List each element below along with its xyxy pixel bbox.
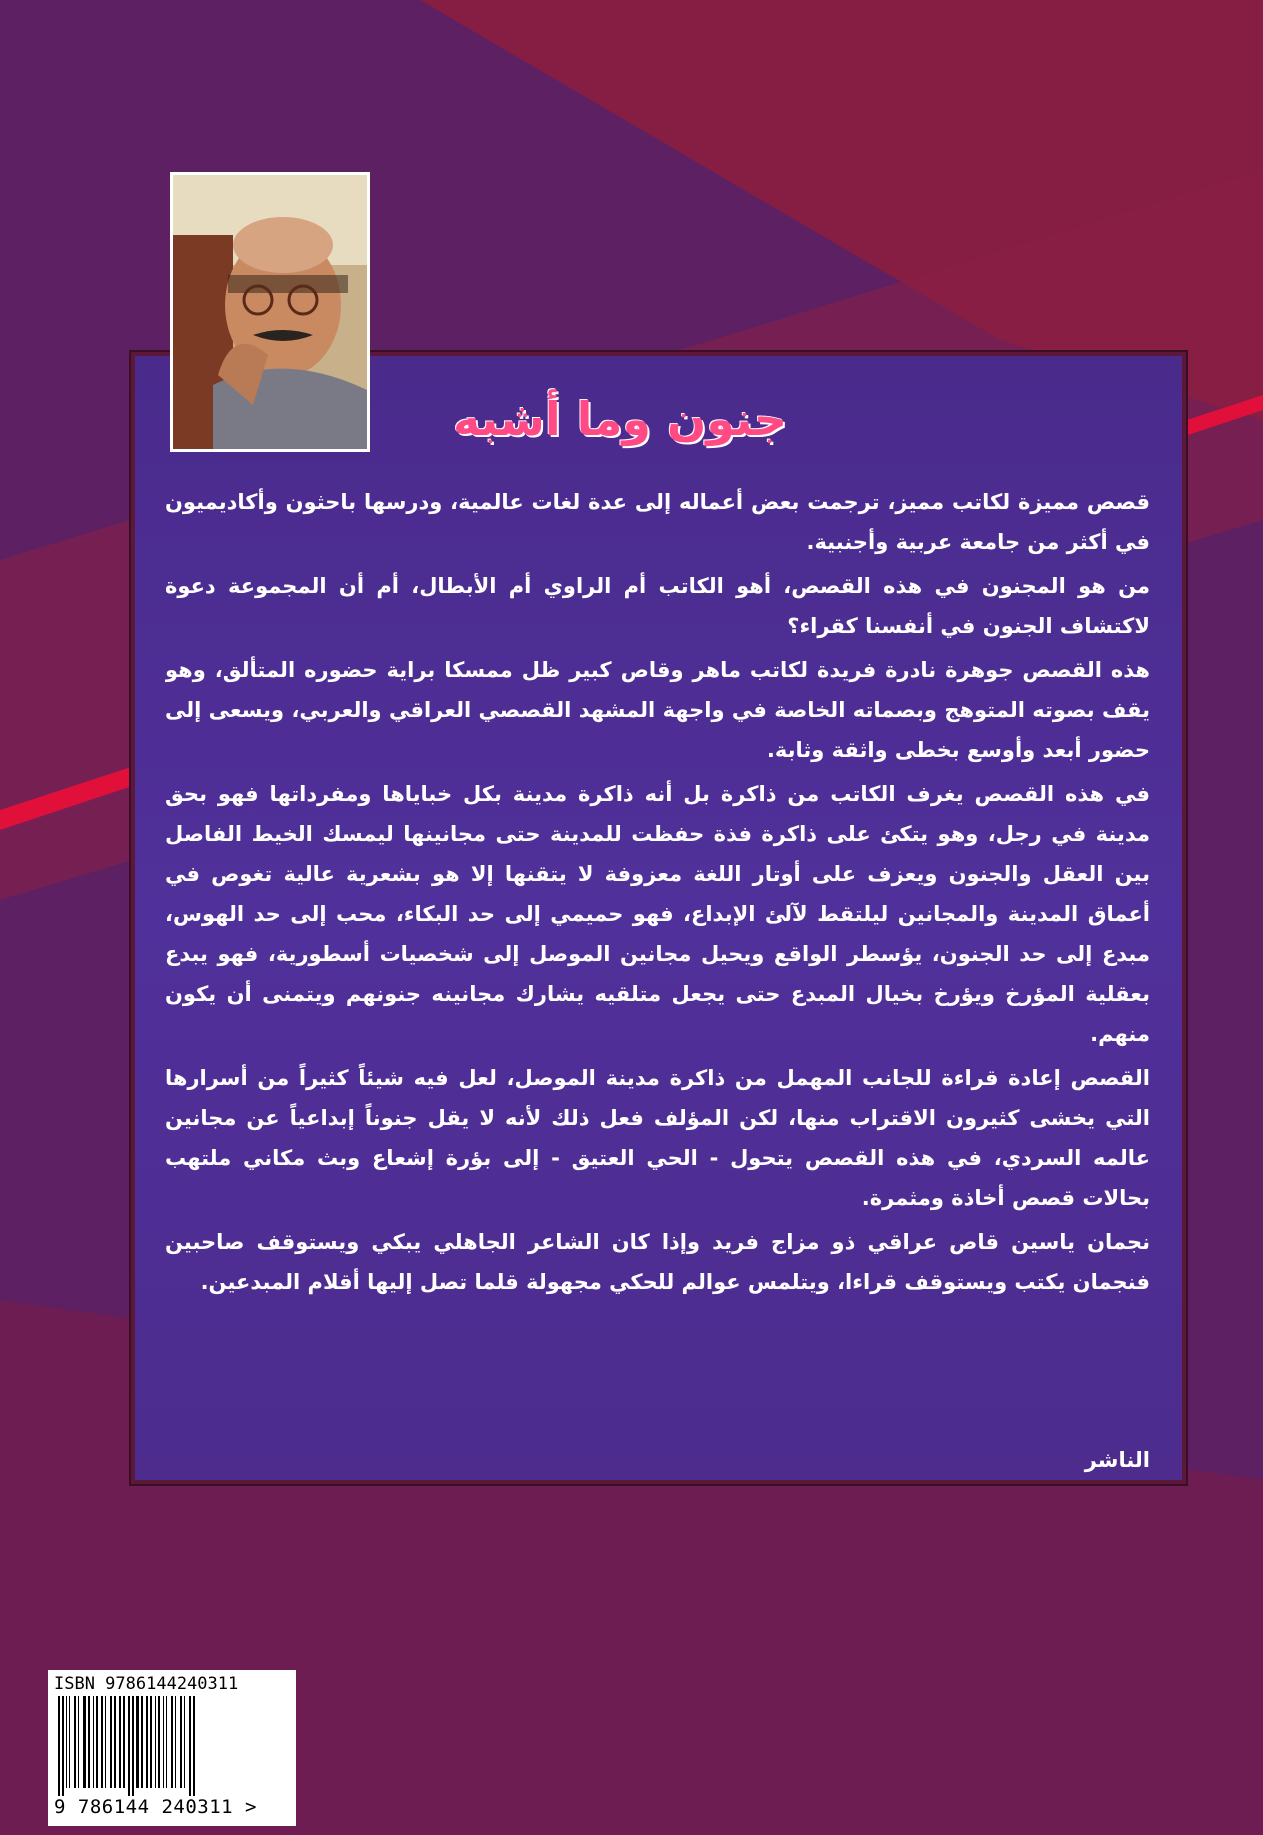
barcode-bar: [180, 1696, 182, 1788]
barcode-bar: [163, 1696, 164, 1788]
barcode-bar: [141, 1696, 143, 1788]
barcode-bar: [78, 1696, 79, 1788]
blurb-text: [165, 482, 1150, 1412]
barcode-bar: [101, 1696, 103, 1788]
barcode-bar: [150, 1696, 152, 1788]
barcode-bar: [158, 1696, 160, 1788]
barcode-bar: [62, 1696, 64, 1796]
barcode-bar: [74, 1696, 76, 1788]
barcode-bar: [171, 1696, 173, 1788]
author-portrait-illustration: [173, 175, 367, 449]
book-title: جنون وما أشبه: [452, 392, 788, 446]
barcode-bar: [155, 1696, 156, 1788]
barcode-bar: [123, 1696, 125, 1788]
author-photo: [170, 172, 370, 452]
blurb-paragraph: من هو المجنون في هذه القصص، أهو الكاتب أم الراوي أم الأبطال، أم أن المجموعة دعوة لاكتشاف الجنون في أنفسنا كقراء؟: [165, 574, 1150, 638]
barcode-bar: [146, 1696, 148, 1788]
barcode-bar: [114, 1696, 116, 1788]
blurb-paragraph: هذه القصص جوهرة نادرة فريدة لكاتب ماهر وقاص كبير ظل ممسكا براية حضوره المتألق، وهو يقف بصوته المتوهج وبصماته الخاصة في واجهة المشهد القصصي العراقي والعربي، ويسعى إلى حضور أبعد وأوسع بخطى واثقة وثابة.: [165, 658, 1150, 762]
barcode-bar: [193, 1696, 195, 1796]
isbn-barcode: [48, 1670, 296, 1826]
barcode-bar: [88, 1696, 90, 1788]
barcode-bar: [184, 1696, 185, 1788]
barcode-bar: [132, 1696, 134, 1796]
barcode-bar: [175, 1696, 176, 1788]
barcode-bar: [110, 1696, 112, 1788]
barcode-bar: [69, 1696, 70, 1788]
blurb-paragraph: في هذه القصص يغرف الكاتب من ذاكرة بل أنه ذاكرة مدينة بكل خباياها ومفرداتها فهو بحق مدينة في رجل، وهو يتكئ على ذاكرة فذة حفظت للمدينة حتى مجانينها ليمسك الخيط الفاصل بين العقل والجنون ويعزف على أوتار اللغة معزوفة لا يتقنها إلا هو بشعرية عالية تغوص في أعماق المدينة والمجانين ليلتقط لآلئ الإبداع، فهو حميمي إلى حد البكاء، محب إلى حد الهوس، مبدع إلى حد الجنون، يؤسطر الواقع ويحيل مجانين الموصل إلى شخصيات أسطورية، فهو يبدع بعقلية المؤرخ ويؤرخ بخيال المبدع حتى يجعل متلقيه يشارك مجانينه جنونهم ويتمنى أن يكون منهم.: [165, 782, 1150, 1046]
barcode-bar: [96, 1696, 98, 1788]
barcode-bar: [83, 1696, 86, 1788]
barcode-bar: [136, 1696, 139, 1788]
isbn-label: ISBN 9786144240311: [54, 1674, 239, 1694]
barcode-bar: [58, 1696, 60, 1796]
barcode-bar: [128, 1696, 130, 1796]
barcode-bar: [119, 1696, 121, 1788]
barcode-bar: [166, 1696, 167, 1788]
barcode-bar: [105, 1696, 106, 1788]
blurb-paragraph: قصص مميزة لكاتب مميز، ترجمت بعض أعماله إلى عدة لغات عالمية، ودرسها باحثون وأكاديميون في أكثر من جامعة عربية وأجنبية.: [165, 490, 1150, 554]
barcode-bars: [54, 1696, 290, 1796]
publisher-signature: الناشر: [1084, 1448, 1150, 1472]
barcode-bar: [93, 1696, 94, 1788]
barcode-digits: 9 786144 240311 >: [54, 1796, 257, 1818]
blurb-paragraph: القصص إعادة قراءة للجانب المهمل من ذاكرة مدينة الموصل، لعل فيه شيئاً كثيراً من أسرارها التي يخشى كثيرون الاقتراب منها، لكن المؤلف فعل ذلك لأنه لا يقل جنوناً إبداعياً عن مجانين عالمه السردي، في هذه القصص يتحول - الحي العتيق - إلى بؤرة إشعاع وبث مكاني ملتهب بحالات قصص أخاذة ومثمرة.: [165, 1066, 1150, 1210]
barcode-bar: [66, 1696, 67, 1788]
barcode-bar: [189, 1696, 191, 1796]
blurb-paragraph: نجمان ياسين قاص عراقي ذو مزاج فريد وإذا كان الشاعر الجاهلي يبكي ويستوقف صاحبين فنجمان يكتب ويستوقف قراءا، ويتلمس عوالم للحكي مجهولة قلما تصل إليها أقلام المبدعين.: [165, 1230, 1150, 1294]
